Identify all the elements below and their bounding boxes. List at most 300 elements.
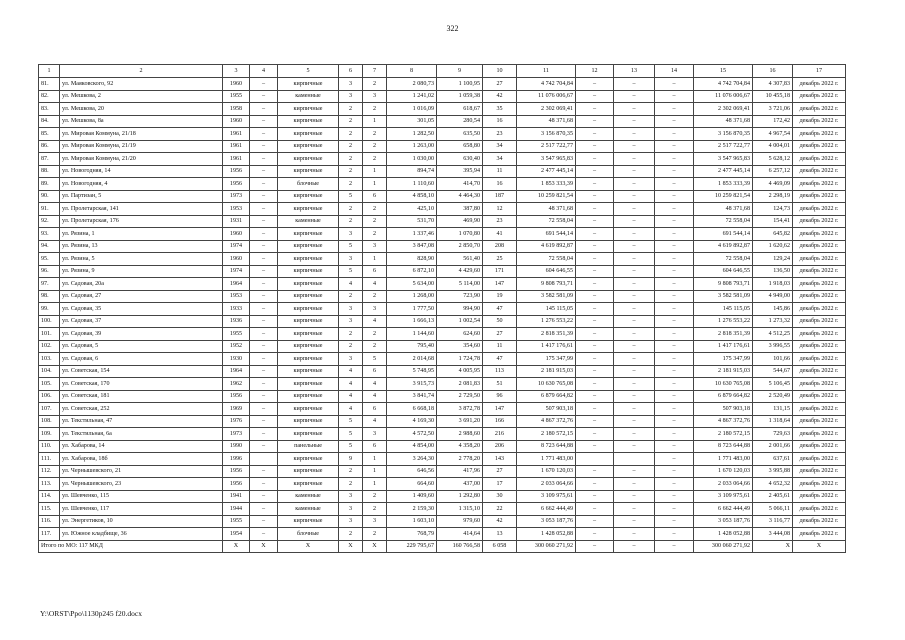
column-number-cell: 13 xyxy=(614,65,655,78)
table-cell: 4 854,00 xyxy=(387,440,437,453)
table-cell: 2 520,49 xyxy=(753,390,793,403)
table-cell: кирпичные xyxy=(278,278,339,291)
table-cell: 2 xyxy=(363,503,387,516)
table-cell: 4 005,95 xyxy=(437,365,483,378)
table-cell: – xyxy=(576,190,614,203)
table-cell: 979,60 xyxy=(437,515,483,528)
table-cell: 3 xyxy=(339,78,363,91)
table-cell: кирпичные xyxy=(278,478,339,491)
table-cell: 4 307,83 xyxy=(753,78,793,91)
table-cell: 72 558,04 xyxy=(517,215,576,228)
table-row xyxy=(39,290,846,303)
total-cell: 229 795,67 xyxy=(387,540,437,553)
table-cell: – xyxy=(576,153,614,166)
table-cell: – xyxy=(655,203,694,216)
table-cell: 723,90 xyxy=(437,290,483,303)
table-cell: – xyxy=(614,353,655,366)
table-cell: 4 619 892,87 xyxy=(694,240,753,253)
table-cell: 1956 xyxy=(223,178,250,191)
table-cell: 4 867 372,76 xyxy=(517,415,576,428)
table-cell: – xyxy=(655,490,694,503)
table-cell: 6 879 664,82 xyxy=(694,390,753,403)
table-cell: 2 xyxy=(339,203,363,216)
table-cell: 1 670 120,03 xyxy=(517,465,576,478)
table-cell: 2 xyxy=(363,215,387,228)
table-cell: 3 156 870,35 xyxy=(517,128,576,141)
table-cell: 82. xyxy=(39,90,60,103)
table-cell: – xyxy=(576,78,614,91)
table-cell: – xyxy=(655,365,694,378)
table-cell: – xyxy=(576,253,614,266)
table-cell: 116. xyxy=(39,515,60,528)
table-cell: 93. xyxy=(39,228,60,241)
table-cell: 1931 xyxy=(223,215,250,228)
table-cell: – xyxy=(655,278,694,291)
table-cell: 101,66 xyxy=(753,353,793,366)
table-cell: 3 xyxy=(339,353,363,366)
table-cell: – xyxy=(614,140,655,153)
table-cell: 27 xyxy=(483,328,517,341)
table-cell: – xyxy=(614,490,655,503)
table-cell: – xyxy=(250,428,278,441)
table-cell: ул. Садовая, 5 xyxy=(60,340,223,353)
table-cell: 1 xyxy=(363,453,387,466)
table-cell: 1973 xyxy=(223,190,250,203)
table-cell: – xyxy=(655,390,694,403)
table-cell: – xyxy=(576,278,614,291)
table-cell: декабрь 2022 г. xyxy=(793,340,846,353)
table-cell: ул. Советская, 181 xyxy=(60,390,223,403)
table-cell: 10 455,18 xyxy=(753,90,793,103)
table-cell: кирпичные xyxy=(278,103,339,116)
table-cell: – xyxy=(576,303,614,316)
table-cell: 51 xyxy=(483,378,517,391)
table-cell: кирпичные xyxy=(278,290,339,303)
table-row xyxy=(39,315,846,328)
table-cell: 1 070,80 xyxy=(437,228,483,241)
table-cell: – xyxy=(655,453,694,466)
table-cell: ул. Партизан, 5 xyxy=(60,190,223,203)
total-cell: 160 766,58 xyxy=(437,540,483,553)
table-cell: блочные xyxy=(278,178,339,191)
table-cell: 1944 xyxy=(223,503,250,516)
table-cell: 90. xyxy=(39,190,60,203)
table-cell: 154,41 xyxy=(753,215,793,228)
table-cell: 1 282,50 xyxy=(387,128,437,141)
table-cell: декабрь 2022 г. xyxy=(793,453,846,466)
table-cell: – xyxy=(250,315,278,328)
table-cell: – xyxy=(614,290,655,303)
table-cell: 2 xyxy=(339,290,363,303)
table-cell: 5 xyxy=(363,353,387,366)
table-cell: – xyxy=(655,378,694,391)
table-cell: 2 xyxy=(339,165,363,178)
table-row xyxy=(39,328,846,341)
table-cell: 12 xyxy=(483,203,517,216)
table-row xyxy=(39,453,846,466)
column-number-cell: 12 xyxy=(576,65,614,78)
table-cell: ул. Новогодняя, 14 xyxy=(60,165,223,178)
table-row xyxy=(39,90,846,103)
table-row xyxy=(39,115,846,128)
table-cell: 9 808 793,71 xyxy=(517,278,576,291)
table-cell: 2 988,60 xyxy=(437,428,483,441)
table-cell: 110. xyxy=(39,440,60,453)
table-row xyxy=(39,140,846,153)
table-cell: 113. xyxy=(39,478,60,491)
table-cell: 2 298,19 xyxy=(753,190,793,203)
table-cell: ул. Советская, 154 xyxy=(60,365,223,378)
table-cell: – xyxy=(250,490,278,503)
table-cell: 8 723 644,88 xyxy=(694,440,753,453)
table-cell: кирпичные xyxy=(278,78,339,91)
table-cell: 117. xyxy=(39,528,60,541)
table-cell: 10 630 765,08 xyxy=(694,378,753,391)
column-number-cell: 9 xyxy=(437,65,483,78)
table-cell: – xyxy=(250,190,278,203)
table-cell: – xyxy=(576,228,614,241)
table-cell: – xyxy=(614,403,655,416)
table-cell: 5 xyxy=(339,240,363,253)
total-cell: X xyxy=(278,540,339,553)
table-cell: декабрь 2022 г. xyxy=(793,315,846,328)
table-cell: 1 016,09 xyxy=(387,103,437,116)
table-cell: ул. Рязина, 5 xyxy=(60,253,223,266)
table-cell: – xyxy=(655,328,694,341)
table-cell: – xyxy=(576,440,614,453)
table-cell: – xyxy=(655,103,694,116)
table-cell: 507 903,18 xyxy=(694,403,753,416)
table-row xyxy=(39,478,846,491)
table-cell: – xyxy=(576,240,614,253)
table-cell: каменные xyxy=(278,490,339,503)
table-cell: – xyxy=(576,428,614,441)
table-cell: 2 729,50 xyxy=(437,390,483,403)
table-cell: 301,05 xyxy=(387,115,437,128)
table-cell: 1 292,80 xyxy=(437,490,483,503)
table-cell: 2 xyxy=(363,490,387,503)
table-cell: ул. Чернышевского, 23 xyxy=(60,478,223,491)
table-cell: – xyxy=(655,290,694,303)
table-cell: 99. xyxy=(39,303,60,316)
table-cell: 3 109 975,61 xyxy=(694,490,753,503)
table-cell: декабрь 2022 г. xyxy=(793,490,846,503)
table-cell: 6 xyxy=(363,403,387,416)
table-cell: ул. Текстильная, 47 xyxy=(60,415,223,428)
table-cell: 1 666,13 xyxy=(387,315,437,328)
table-cell: – xyxy=(250,528,278,541)
table-cell: 187 xyxy=(483,190,517,203)
table-cell: ул. Рязина, 1 xyxy=(60,228,223,241)
table-cell: кирпичные xyxy=(278,353,339,366)
table-cell: 1 315,10 xyxy=(437,503,483,516)
page-number: 322 xyxy=(446,24,459,33)
table-cell: кирпичные xyxy=(278,415,339,428)
table-cell: 1 417 176,61 xyxy=(694,340,753,353)
table-cell: декабрь 2022 г. xyxy=(793,515,846,528)
table-cell: 2 180 572,15 xyxy=(694,428,753,441)
table-cell: 2 xyxy=(363,290,387,303)
table-cell: 1960 xyxy=(223,115,250,128)
table-cell: – xyxy=(655,503,694,516)
table-cell: 103. xyxy=(39,353,60,366)
table-cell: 1 xyxy=(363,115,387,128)
table-cell: 604 646,55 xyxy=(517,265,576,278)
table-cell: 115. xyxy=(39,503,60,516)
table-row xyxy=(39,465,846,478)
table-cell: 5 xyxy=(339,428,363,441)
table-cell: кирпичные xyxy=(278,265,339,278)
table-cell: 5 xyxy=(339,265,363,278)
table-cell: декабрь 2022 г. xyxy=(793,303,846,316)
table-cell: 691 544,14 xyxy=(694,228,753,241)
table-cell: 108. xyxy=(39,415,60,428)
table-cell: – xyxy=(576,115,614,128)
table-cell: – xyxy=(576,90,614,103)
table-cell: – xyxy=(655,403,694,416)
table-cell: 48 371,68 xyxy=(694,115,753,128)
table-cell: кирпичные xyxy=(278,128,339,141)
table-cell: 41 xyxy=(483,228,517,241)
table-cell: 646,56 xyxy=(387,465,437,478)
table-cell: – xyxy=(655,215,694,228)
table-cell: 11 076 006,67 xyxy=(694,90,753,103)
table-row xyxy=(39,165,846,178)
table-cell: 994,90 xyxy=(437,303,483,316)
total-cell: X xyxy=(339,540,363,553)
table-cell: – xyxy=(614,515,655,528)
table-cell: 175 347,99 xyxy=(517,353,576,366)
table-cell: – xyxy=(576,340,614,353)
table-row xyxy=(39,253,846,266)
table-cell: 544,67 xyxy=(753,365,793,378)
table-cell: 3 691,20 xyxy=(437,415,483,428)
table-cell: – xyxy=(655,478,694,491)
table-cell: – xyxy=(655,228,694,241)
table-cell: – xyxy=(655,528,694,541)
table-cell: 129,24 xyxy=(753,253,793,266)
table-cell: 2 xyxy=(363,153,387,166)
table-cell: 3 264,30 xyxy=(387,453,437,466)
total-row xyxy=(39,540,846,553)
table-cell: кирпичные xyxy=(278,190,339,203)
table-row xyxy=(39,240,846,253)
table-cell: – xyxy=(250,153,278,166)
table-cell: 147 xyxy=(483,403,517,416)
table-cell: 85. xyxy=(39,128,60,141)
table-cell: 414,70 xyxy=(437,178,483,191)
table-cell: декабрь 2022 г. xyxy=(793,390,846,403)
table-cell: – xyxy=(614,265,655,278)
table-cell: 4 572,50 xyxy=(387,428,437,441)
table-cell xyxy=(614,453,655,466)
column-number-cell: 6 xyxy=(339,65,363,78)
table-cell: 104. xyxy=(39,365,60,378)
table-cell: 1961 xyxy=(223,140,250,153)
table-cell: 768,79 xyxy=(387,528,437,541)
table-cell: 13 xyxy=(483,528,517,541)
table-cell: кирпичные xyxy=(278,303,339,316)
table-cell: декабрь 2022 г. xyxy=(793,365,846,378)
table-cell: ул. Садовая, 27 xyxy=(60,290,223,303)
table-cell: 6 872,10 xyxy=(387,265,437,278)
table-cell: 3 xyxy=(339,490,363,503)
table-cell: 3 547 965,83 xyxy=(517,153,576,166)
table-cell: ул. Южное кладбище, 36 xyxy=(60,528,223,541)
table-cell: – xyxy=(614,253,655,266)
table-cell: декабрь 2022 г. xyxy=(793,153,846,166)
table-cell: кирпичные xyxy=(278,328,339,341)
table-cell: – xyxy=(655,515,694,528)
table-row xyxy=(39,203,846,216)
table-cell: – xyxy=(614,478,655,491)
table-cell: 1 276 553,22 xyxy=(517,315,576,328)
table-cell: 145,86 xyxy=(753,303,793,316)
table-cell: – xyxy=(655,340,694,353)
table-cell: 3 547 965,83 xyxy=(694,153,753,166)
table-cell: 2 xyxy=(363,128,387,141)
table-cell: 27 xyxy=(483,78,517,91)
table-cell: ул. Новогодняя, 4 xyxy=(60,178,223,191)
table-cell: 2 302 069,41 xyxy=(694,103,753,116)
table-cell: 1962 xyxy=(223,378,250,391)
table-cell: 664,60 xyxy=(387,478,437,491)
table-cell: 11 xyxy=(483,165,517,178)
table-cell: 3 xyxy=(339,503,363,516)
table-cell: – xyxy=(614,78,655,91)
table-cell: кирпичные xyxy=(278,465,339,478)
table-cell: 1953 xyxy=(223,290,250,303)
table-cell: – xyxy=(614,440,655,453)
total-cell: – xyxy=(614,540,655,553)
table-row xyxy=(39,378,846,391)
table-cell: кирпичные xyxy=(278,115,339,128)
table-cell: 9 xyxy=(339,453,363,466)
table-cell: – xyxy=(250,178,278,191)
table-cell: 16 xyxy=(483,178,517,191)
table-cell: 102. xyxy=(39,340,60,353)
table-cell: ул. Текстильная, 6а xyxy=(60,428,223,441)
table-cell: 1 263,00 xyxy=(387,140,437,153)
table-cell: 22 xyxy=(483,503,517,516)
table-cell: каменные xyxy=(278,90,339,103)
table-cell: 4 464,30 xyxy=(437,190,483,203)
table-cell: 507 903,18 xyxy=(517,403,576,416)
table-cell: 1 417 176,61 xyxy=(517,340,576,353)
table-cell: 3 872,78 xyxy=(437,403,483,416)
table-cell: 635,50 xyxy=(437,128,483,141)
table-cell: 2 033 064,66 xyxy=(694,478,753,491)
table-cell: 30 xyxy=(483,490,517,503)
table-cell: ул. Садовая, 20а xyxy=(60,278,223,291)
table-cell: 2 xyxy=(363,340,387,353)
table-cell: 145 115,05 xyxy=(517,303,576,316)
table-cell: 1 918,03 xyxy=(753,278,793,291)
table-cell: 4 652,32 xyxy=(753,478,793,491)
table-cell: 5 xyxy=(339,440,363,453)
table-cell: 3 xyxy=(363,428,387,441)
table-cell: – xyxy=(655,415,694,428)
table-cell: кирпичные xyxy=(278,378,339,391)
table-cell: 2 181 915,03 xyxy=(517,365,576,378)
table-cell: – xyxy=(614,378,655,391)
column-number-cell: 2 xyxy=(60,65,223,78)
table-cell: – xyxy=(655,265,694,278)
table-cell: 2 181 915,03 xyxy=(694,365,753,378)
table-cell: 1 771 483,00 xyxy=(517,453,576,466)
table-cell: 96. xyxy=(39,265,60,278)
table-cell: – xyxy=(655,78,694,91)
table-cell: декабрь 2022 г. xyxy=(793,228,846,241)
table-cell: 3 053 187,76 xyxy=(517,515,576,528)
table-cell: – xyxy=(576,290,614,303)
table-cell: 48 371,68 xyxy=(517,203,576,216)
table-cell: 42 xyxy=(483,90,517,103)
table-cell: 34 xyxy=(483,140,517,153)
table-cell: 4 xyxy=(363,315,387,328)
table-cell: 106. xyxy=(39,390,60,403)
table-row xyxy=(39,215,846,228)
table-cell: 2 xyxy=(339,328,363,341)
table-cell: – xyxy=(250,90,278,103)
table-cell: – xyxy=(250,390,278,403)
table-cell: – xyxy=(614,415,655,428)
table-cell: 2 405,61 xyxy=(753,490,793,503)
table-row xyxy=(39,440,846,453)
table-cell: 3 xyxy=(339,303,363,316)
table-cell: 166 xyxy=(483,415,517,428)
table-cell: 691 544,14 xyxy=(517,228,576,241)
table-cell: 2 xyxy=(363,140,387,153)
table-cell: 2 xyxy=(363,228,387,241)
table-cell: – xyxy=(655,315,694,328)
table-cell: ул. Садовая, 35 xyxy=(60,303,223,316)
table-row xyxy=(39,278,846,291)
table-cell: 4 967,54 xyxy=(753,128,793,141)
table-cell xyxy=(250,453,278,466)
table-cell: – xyxy=(250,328,278,341)
table-cell: 94. xyxy=(39,240,60,253)
table-cell: 11 xyxy=(483,340,517,353)
table-cell: ул. Мешкова, 8а xyxy=(60,115,223,128)
table-cell: 87. xyxy=(39,153,60,166)
table-cell: – xyxy=(614,228,655,241)
table-cell: – xyxy=(250,140,278,153)
table-cell: – xyxy=(614,240,655,253)
table-cell: 107. xyxy=(39,403,60,416)
table-cell: 658,80 xyxy=(437,140,483,153)
table-row xyxy=(39,403,846,416)
table-cell: 47 xyxy=(483,303,517,316)
table-cell: 23 xyxy=(483,215,517,228)
table-cell: ул. Мешкова, 2 xyxy=(60,90,223,103)
table-cell: 795,40 xyxy=(387,340,437,353)
table-cell: декабрь 2022 г. xyxy=(793,203,846,216)
table-cell: – xyxy=(614,115,655,128)
table-cell: – xyxy=(614,315,655,328)
table-cell: – xyxy=(655,128,694,141)
table-cell: кирпичные xyxy=(278,203,339,216)
table-cell: 6 668,18 xyxy=(387,403,437,416)
table-cell: 3 xyxy=(363,90,387,103)
table-cell: декабрь 2022 г. xyxy=(793,265,846,278)
table-cell: декабрь 2022 г. xyxy=(793,128,846,141)
table-cell: 1990 xyxy=(223,440,250,453)
table-cell: – xyxy=(655,253,694,266)
table-cell: 86. xyxy=(39,140,60,153)
table-cell: 2 081,83 xyxy=(437,378,483,391)
table-cell: – xyxy=(655,140,694,153)
